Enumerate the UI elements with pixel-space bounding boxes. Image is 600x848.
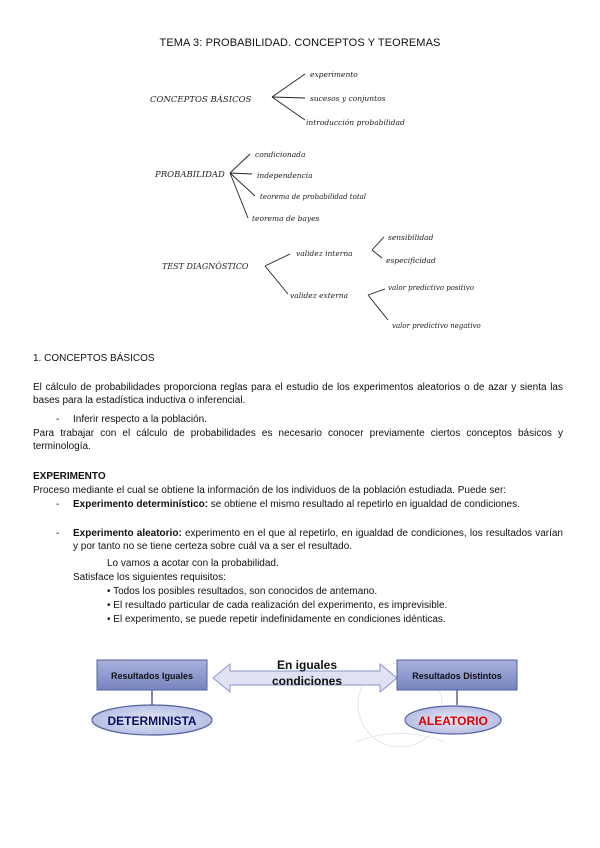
mindmap-item: valor predictivo positivo (388, 284, 474, 292)
requisito-item: • El experimento, se puede repetir indefinidamente en condiciones idénticas. (107, 614, 446, 625)
mindmap-item: valor predictivo negativo (392, 322, 481, 330)
center-label-line2: condiciones (271, 674, 343, 688)
page-title: TEMA 3: PROBABILIDAD. CONCEPTOS Y TEOREMAS (159, 37, 441, 49)
term-text: se obtiene el mismo resultado al repetirlo en igualdad de condiciones. (208, 499, 520, 510)
box-label: Resultados Distintos (412, 671, 502, 681)
requisito-item: • El resultado particular de cada realización del experimento, es imprevisible. (107, 600, 448, 611)
term-label: Experimento aleatorio: (73, 528, 182, 539)
requisito-item: • Todos los posibles resultados, son conocidos de antemano. (107, 586, 378, 597)
paragraph: Proceso mediante el cual se obtiene la información de los individuos de la población estudiada. Puede ser: (33, 485, 507, 496)
mindmap-item: condicionada (255, 150, 306, 159)
mindmap-item: independencia (257, 171, 313, 180)
center-label-line1: En iguales (276, 658, 338, 672)
term-text: experimento en el que al repetirlo, en igualdad de condiciones, los resultados varían y por tanto no se tiene certeza sobre cuál va a ser el resultado. (73, 528, 563, 553)
experiment-diagram (85, 650, 525, 750)
mindmap-item: especificidad (386, 256, 436, 265)
experimento-heading: EXPERIMENTO (33, 471, 106, 482)
mindmap-item: sensibilidad (388, 233, 434, 242)
mindmap-item: experimento (310, 70, 358, 79)
paragraph: Para trabajar con el cálculo de probabilidades es necesario conocer previamente ciertos conceptos básicos y terminología. (33, 428, 563, 453)
mindmap-item: validez externa (290, 291, 349, 300)
requisitos-intro: Satisface los siguientes requisitos: (73, 572, 226, 583)
note-text: Lo vamos a acotar con la probabilidad. (107, 558, 279, 569)
bullet-aleatorio (73, 527, 563, 554)
paragraph: El cálculo de probabilidades proporciona reglas para el estudio de los experimentos aleatorios o de azar y sienta las bases para la estadística inductiva o inferencial. (33, 382, 563, 407)
mindmap-root-probabilidad: PROBABILIDAD (155, 170, 225, 180)
dash-marker: - (56, 528, 60, 539)
mindmap-item: sucesos y conjuntos (310, 94, 386, 103)
oval-label: ALEATORIO (418, 714, 488, 728)
mindmap-root-conceptos: CONCEPTOS BÁSICOS (150, 95, 252, 105)
mindmap-item: teorema de probabilidad total (260, 193, 367, 201)
mindmap-item: introducción probabilidad (306, 118, 405, 127)
section-heading: 1. CONCEPTOS BÁSICOS (33, 353, 155, 364)
dash-marker: - (56, 499, 60, 510)
term-label: Experimento determinístico: (73, 499, 209, 510)
mindmap-item: teorema de bayes (252, 214, 320, 223)
mind-map (140, 58, 481, 348)
bullet-text: Inferir respecto a la población. (73, 414, 207, 425)
bullet-determinista (73, 498, 563, 511)
dash-marker: - (56, 414, 60, 425)
mindmap-item: validez interna (296, 249, 353, 258)
oval-label: DETERMINISTA (107, 714, 197, 728)
box-label: Resultados Iguales (110, 671, 194, 681)
mindmap-root-test: TEST DIAGNÓSTICO (162, 262, 249, 271)
